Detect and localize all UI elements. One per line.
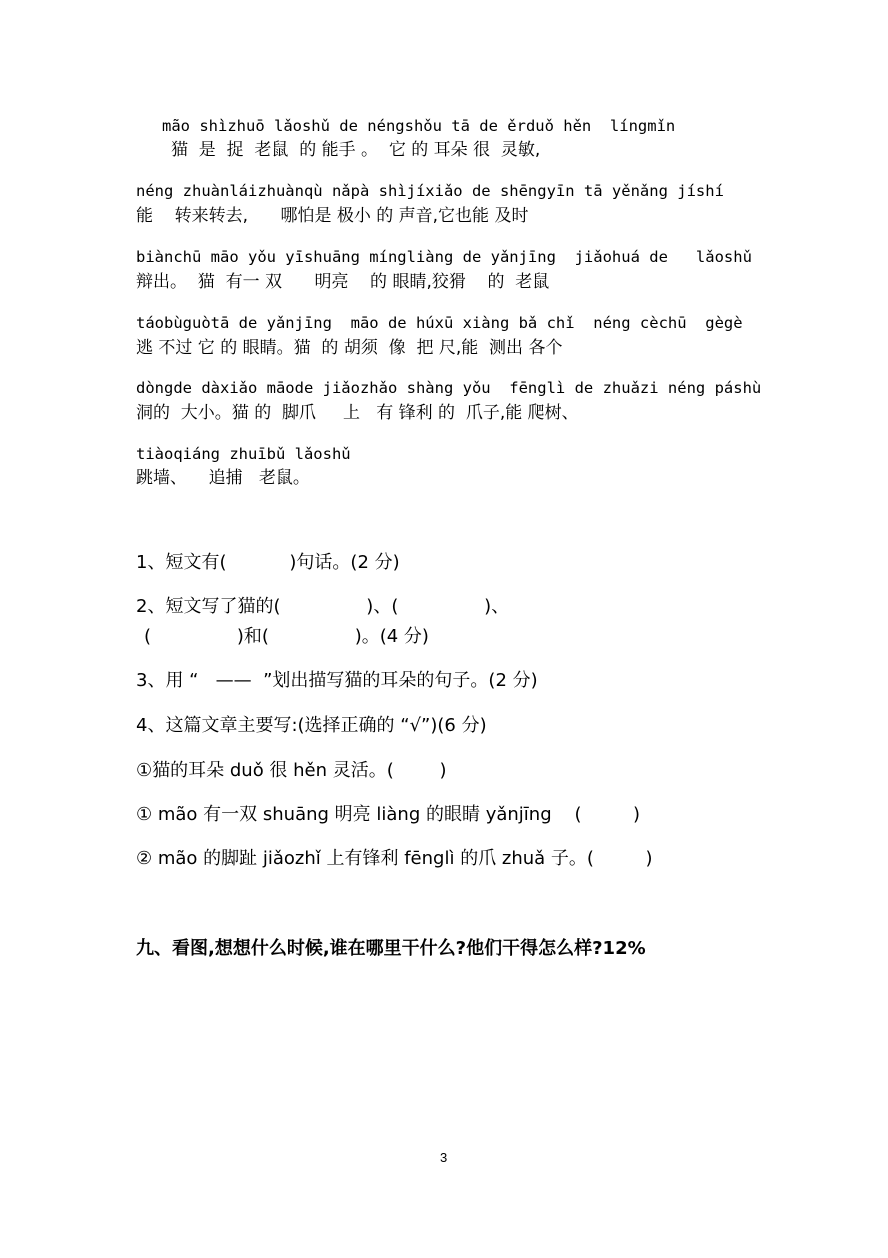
question-3: 3、用 “ —— ”划出描写猫的耳朵的句子。(2 分) <box>136 670 538 691</box>
page-number: 3 <box>440 1150 448 1165</box>
question-2-line-1: 2、短文写了猫的( )、( )、 <box>136 596 510 617</box>
passage-pinyin-line: mão shìzhuō lǎoshǔ de néngshǒu tā de ěrduǒ hěn língmǐn <box>162 117 676 135</box>
passage-hanzi-line: 逃 不过 它 的 眼睛。猫 的 胡须 像 把 尺,能 测出 各个 <box>136 338 563 358</box>
question-1: 1、短文有( )句话。(2 分) <box>136 552 400 573</box>
passage-pinyin-line: táobùguòtā de yǎnjīng māo de húxū xiàng bǎ chǐ néng cèchū gègè <box>136 314 743 332</box>
question-2-line-2: ( )和( )。(4 分) <box>144 626 429 647</box>
passage-hanzi-line: 猫 是 捉 老鼠 的 能手 。 它 的 耳朵 很 灵敏, <box>171 140 541 160</box>
passage-pinyin-line: dòngde dàxiǎo māode jiǎozhǎo shàng yǒu fēnglì de zhuǎzi néng páshù <box>136 379 762 397</box>
section-heading: 九、看图,想想什么时候,谁在哪里干什么?他们干得怎么样?12% <box>136 938 646 959</box>
passage-hanzi-line: 辩出。 猫 有一 双 明亮 的 眼睛,狡猾 的 老鼠 <box>136 272 550 292</box>
passage-hanzi-line: 能 转来转去, 哪怕是 极小 的 声音,它也能 及时 <box>136 206 529 226</box>
question-4-option-3: ② mão 的脚趾 jiǎozhǐ 上有锋利 fēnglì 的爪 zhuǎ 子。( ) <box>136 848 653 869</box>
question-4-option-1: ①猫的耳朵 duǒ 很 hěn 灵活。( ) <box>136 760 447 781</box>
passage-pinyin-line: néng zhuànláizhuànqù nǎpà shìjíxiǎo de shēngyīn tā yěnǎng jíshí <box>136 182 724 200</box>
question-4-option-2: ① mão 有一双 shuāng 明亮 liàng 的眼睛 yǎnjīng ( ) <box>136 804 641 825</box>
question-4: 4、这篇文章主要写:(选择正确的 “√”)(6 分) <box>136 715 487 736</box>
passage-pinyin-line: biànchū māo yǒu yīshuāng míngliàng de yǎnjīng jiǎohuá de lǎoshǔ <box>136 248 752 266</box>
passage-pinyin-line: tiàoqiáng zhuībǔ lǎoshǔ <box>136 445 351 463</box>
passage-hanzi-line: 洞的 大小。猫 的 脚爪 上 有 锋利 的 爪子,能 爬树、 <box>136 403 579 423</box>
passage-hanzi-line: 跳墙、 追捕 老鼠。 <box>136 468 310 488</box>
